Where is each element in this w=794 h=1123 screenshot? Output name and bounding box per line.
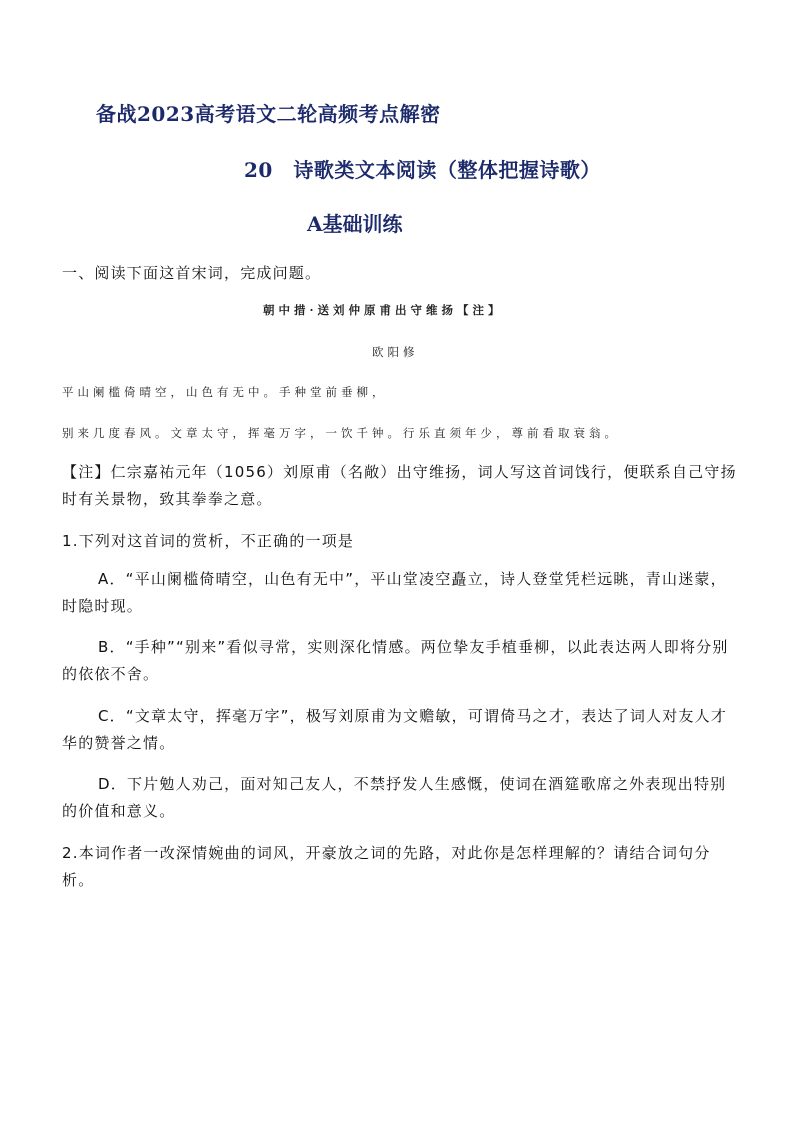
- option-b: B．“手种”“别来”看似寻常，实则深化情感。两位挚友手植垂柳，以此表达两人即将分别的依依不舍。: [62, 638, 729, 683]
- poem-title: 朝中措·送刘仲原甫出守维扬【注】: [263, 303, 504, 317]
- section-heading: A基础训练: [307, 212, 403, 236]
- poem-line: 平山阑槛倚晴空，山色有无中。手种堂前垂柳，: [62, 385, 388, 399]
- question-instruction: 一、阅读下面这首宋词，完成问题。: [62, 264, 322, 282]
- option-a: A．“平山阑槛倚晴空，山色有无中”，平山堂凌空矗立，诗人登堂凭栏远眺，青山迷蒙，时隐时现。: [62, 570, 727, 615]
- option-c: C．“文章太守，挥毫万字”，极写刘原甫为文赡敏，可谓倚马之才，表达了词人对友人才华的赞誉之情。: [62, 707, 728, 752]
- poem-author: 欧阳修: [372, 345, 419, 359]
- question-2-stem: 2.本词作者一改深情婉曲的词风，开豪放之词的先路，对此你是怎样理解的？请结合词句分析。: [62, 844, 711, 889]
- document-subtitle: 20 诗歌类文本阅读（整体把握诗歌）: [244, 158, 601, 182]
- question-1-stem: 1.下列对这首词的赏析，不正确的一项是: [62, 532, 355, 550]
- option-d: D．下片勉人劝己，面对知己友人，不禁抒发人生感慨，使词在酒筵歌席之外表现出特别的价值和意义。: [62, 775, 727, 820]
- poem-line: 别来几度春风。文章太守，挥毫万字，一饮千钟。行乐直须年少，尊前看取衰翁。: [62, 426, 620, 440]
- document-title: 备战2023高考语文二轮高频考点解密: [96, 102, 441, 126]
- poem-note: 【注】仁宗嘉祐元年（1056）刘原甫（名敞）出守维扬，词人写这首词饯行，便联系自己守扬时有关景物，致其拳拳之意。: [62, 463, 737, 508]
